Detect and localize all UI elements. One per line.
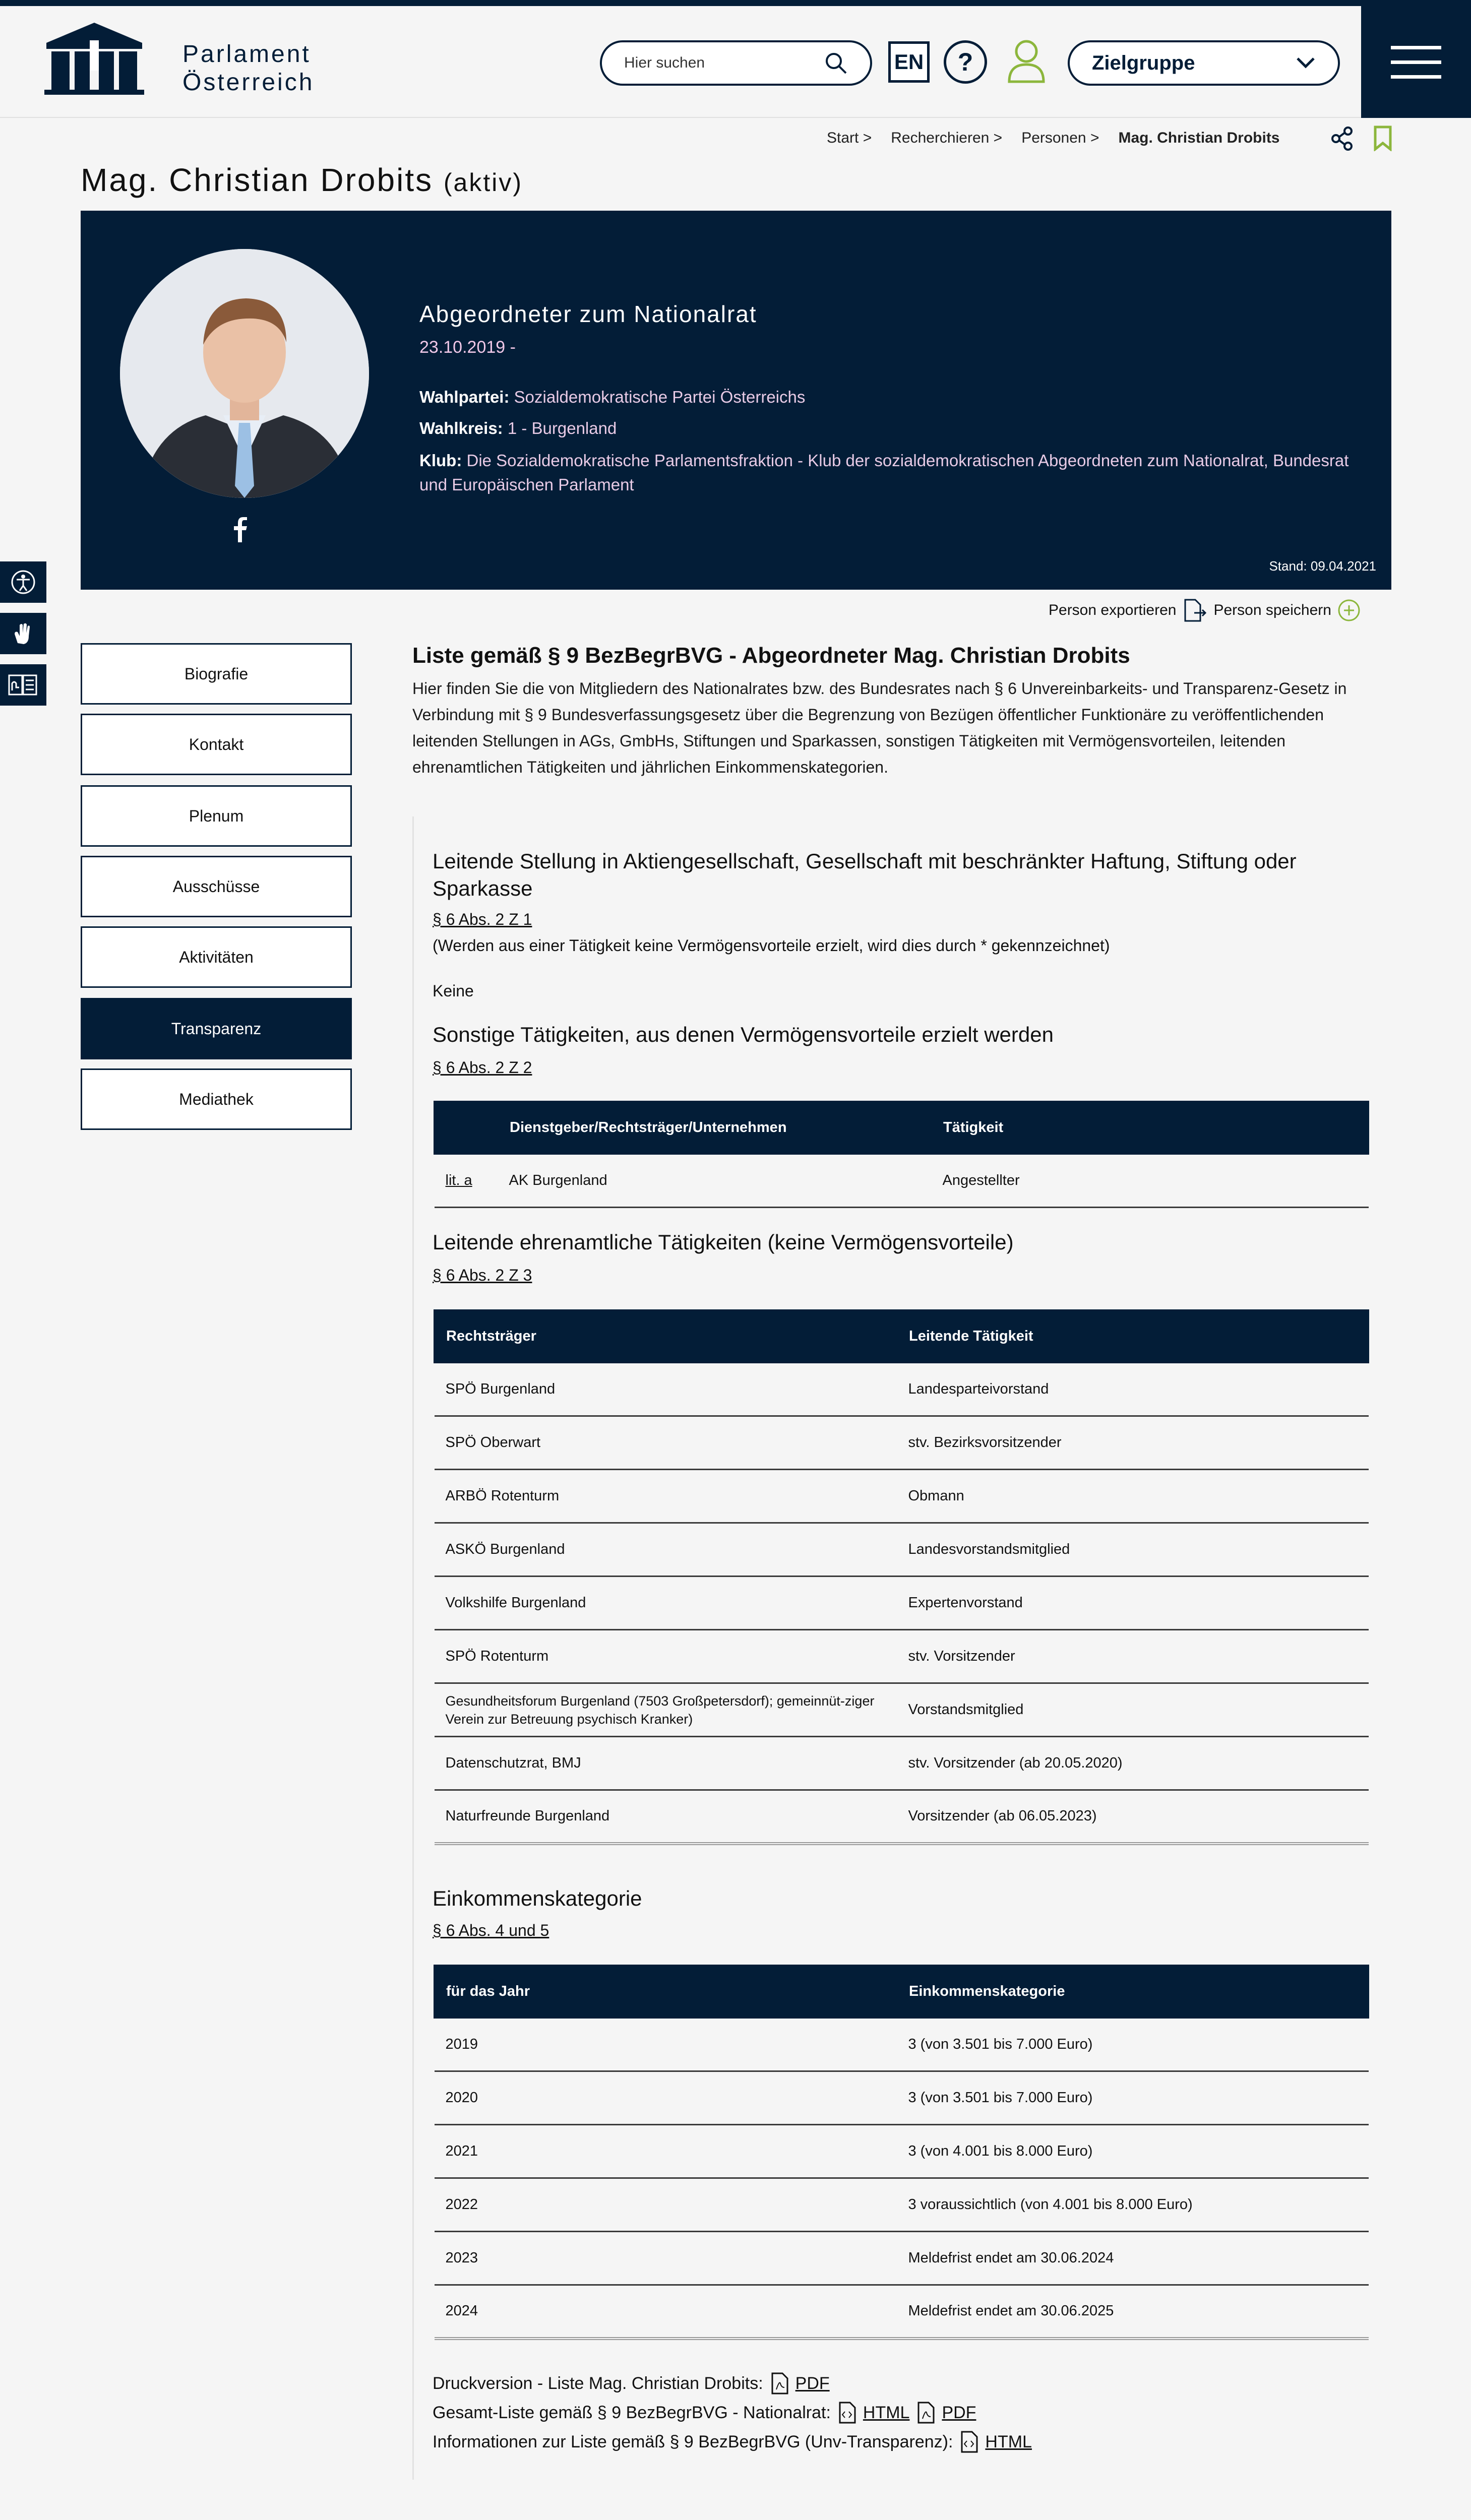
table-row <box>435 2071 1369 2125</box>
table-row <box>435 1790 1369 1844</box>
menu-icon-bar <box>1391 60 1441 64</box>
person-actions <box>1049 598 1361 623</box>
section-2-link[interactable]: § 6 Abs. 2 Z 2 <box>433 1058 532 1077</box>
user-icon[interactable] <box>1006 38 1047 84</box>
nav-mediathek[interactable]: Mediathek <box>81 1068 352 1130</box>
portrait-image <box>120 249 369 498</box>
table-cell: Volkshilfe Burgenland <box>435 1577 897 1630</box>
section-1-title: Leitende Stellung in Aktiengesellschaft, Gesellschaft mit beschränkter Haftung, Stiftung oder Sparkasse <box>433 849 1297 900</box>
table-cell: Angestellter <box>932 1154 1369 1208</box>
table-cell: Meldefrist endet am 30.06.2024 <box>897 2232 1369 2285</box>
search-input[interactable] <box>600 40 872 86</box>
export-icon[interactable] <box>1182 598 1207 623</box>
nav-kontakt[interactable]: Kontakt <box>81 714 352 775</box>
brand-line-2: Österreich <box>182 69 315 96</box>
section-3-title: Leitende ehrenamtliche Tätigkeiten (keine Vermögensvorteile) <box>433 1230 1014 1254</box>
table-row <box>435 2232 1369 2285</box>
breadcrumb-start[interactable]: Start > <box>827 130 872 146</box>
table-header-row <box>435 1310 1369 1363</box>
download-links <box>433 2369 1032 2456</box>
nav-ausschuesse[interactable]: Ausschüsse <box>81 856 352 917</box>
breadcrumb-recherchieren[interactable]: Recherchieren > <box>891 130 1003 146</box>
party-line <box>419 385 1357 409</box>
table-header: Dienstgeber/Rechtsträger/Unternehmen <box>498 1102 932 1154</box>
pdf-icon[interactable] <box>770 2372 788 2395</box>
table-row <box>435 2125 1369 2178</box>
section-4-link[interactable]: § 6 Abs. 4 und 5 <box>433 1921 549 1939</box>
section-3-link[interactable]: § 6 Abs. 2 Z 3 <box>433 1266 532 1284</box>
nav-biografie[interactable]: Biografie <box>81 643 352 705</box>
table-cell: SPÖ Oberwart <box>435 1416 897 1470</box>
breadcrumb <box>827 127 1299 149</box>
table-row <box>435 1523 1369 1577</box>
table-row <box>435 2285 1369 2339</box>
person-name: Mag. Christian Drobits <box>81 162 434 198</box>
table-cell: stv. Bezirksvorsitzender <box>897 1416 1369 1470</box>
accessibility-icon <box>11 570 36 595</box>
club-value: Die Sozialdemokratische Parlamentsfraktion - Klub der sozialdemokratischen Abgeordneten zum Nationalrat, Bundesrat und Europäischen Parlament <box>419 451 1349 494</box>
income-table <box>434 1965 1369 2340</box>
easy-language-button[interactable] <box>0 664 46 706</box>
table-cell: Datenschutzrat, BMJ <box>435 1737 897 1790</box>
menu-button[interactable] <box>1361 6 1471 118</box>
table-header-row <box>435 1966 1369 2018</box>
search-placeholder: Hier suchen <box>624 54 705 71</box>
brand-line-1: Parlament <box>182 41 311 68</box>
club-label: Klub: <box>419 451 462 470</box>
table-cell: 2022 <box>435 2178 897 2232</box>
club-line <box>419 449 1357 497</box>
table-cell: stv. Vorsitzender <box>897 1630 1369 1683</box>
table-cell: Landesparteivorstand <box>897 1363 1369 1416</box>
stand-date: Stand: 09.04.2021 <box>1269 558 1376 574</box>
party-value: Sozialdemokratische Partei Österreichs <box>514 388 806 406</box>
table-cell: ASKÖ Burgenland <box>435 1523 897 1577</box>
transparency-heading: Liste gemäß § 9 BezBegrBVG - Abgeordneter Mag. Christian Drobits <box>412 643 1130 668</box>
html-icon[interactable] <box>838 2402 856 2424</box>
total-list-row <box>433 2398 1032 2427</box>
export-label[interactable]: Person exportieren <box>1049 602 1177 618</box>
table-cell: SPÖ Burgenland <box>435 1363 897 1416</box>
table-row <box>435 2018 1369 2071</box>
share-icon[interactable] <box>1331 126 1353 151</box>
nav-plenum[interactable]: Plenum <box>81 785 352 847</box>
table-row <box>435 1154 1369 1208</box>
district-label: Wahlkreis: <box>419 419 503 437</box>
person-portrait[interactable] <box>120 249 369 498</box>
total-html-link[interactable]: HTML <box>863 2403 910 2422</box>
table-cell: 2021 <box>435 2125 897 2178</box>
audience-select-label: Zielgruppe <box>1092 51 1195 74</box>
table-cell: 3 (von 3.501 bis 7.000 Euro) <box>897 2071 1369 2125</box>
help-button[interactable]: ? <box>944 40 987 84</box>
nav-aktivitaeten[interactable]: Aktivitäten <box>81 926 352 988</box>
table-cell: 3 (von 4.001 bis 8.000 Euro) <box>897 2125 1369 2178</box>
zoom-in-icon[interactable] <box>332 463 359 490</box>
table-cell-lit[interactable]: lit. a <box>435 1154 498 1208</box>
table-header: Leitende Tätigkeit <box>897 1310 1369 1363</box>
table-header: Einkommenskategorie <box>897 1966 1369 2018</box>
content-divider <box>412 816 414 2480</box>
section-1-note: (Werden aus einer Tätigkeit keine Vermögensvorteile erzielt, wird dies durch * gekennzeichnet) <box>433 936 1110 955</box>
table-row <box>435 2178 1369 2232</box>
person-status: (aktiv) <box>443 168 523 197</box>
table-cell: 2020 <box>435 2071 897 2125</box>
menu-icon-bar <box>1391 46 1441 49</box>
nav-transparenz[interactable]: Transparenz <box>81 998 352 1059</box>
party-label: Wahlpartei: <box>419 388 510 406</box>
brand-name[interactable] <box>182 40 314 97</box>
top-stripe <box>0 0 1471 6</box>
total-pdf-link[interactable]: PDF <box>942 2403 976 2422</box>
transparency-intro: Hier finden Sie die von Mitgliedern des Nationalrates bzw. des Bundesrates nach § 6 Unvereinbarkeits- und Transparenz-Gesetz in Verbindung mit § 9 Bundesverfassungsgesetz über die Begrenzung von Bezügen öffentlicher Funktionäre zu veröffentlichenden leitenden Stellungen in AGs, GmbHs, Stiftungen und Sparkassen, sonstigen Tätigkeiten mit Vermögensvorteilen, leitenden ehrenamtlichen Tätigkeiten und jährlichen Einkommenskategorien. <box>412 679 1347 776</box>
person-role: Abgeordneter zum Nationalrat <box>419 301 757 327</box>
table-cell: 2023 <box>435 2232 897 2285</box>
sign-language-button[interactable] <box>0 613 46 654</box>
parliament-logo[interactable] <box>41 20 147 96</box>
print-pdf-link[interactable]: PDF <box>795 2374 830 2393</box>
table-cell: stv. Vorsitzender (ab 20.05.2020) <box>897 1737 1369 1790</box>
breadcrumb-current: Mag. Christian Drobits <box>1118 130 1280 146</box>
pdf-icon[interactable] <box>916 2402 935 2424</box>
section-1-link[interactable]: § 6 Abs. 2 Z 1 <box>433 910 532 928</box>
info-row <box>433 2427 1032 2456</box>
table-header: für das Jahr <box>435 1966 897 2018</box>
table-cell: Landesvorstandsmitglied <box>897 1523 1369 1577</box>
search-icon[interactable] <box>824 51 848 75</box>
table-header: Tätigkeit <box>932 1102 1369 1154</box>
total-list-label: Gesamt-Liste gemäß § 9 BezBegrBVG - Nationalrat: <box>433 2403 831 2422</box>
section-4-title: Einkommenskategorie <box>433 1886 642 1910</box>
language-button[interactable]: EN <box>888 41 930 83</box>
table-header <box>435 1102 498 1154</box>
accessibility-button[interactable] <box>0 561 46 603</box>
table-cell: Vorsitzender (ab 06.05.2023) <box>897 1790 1369 1844</box>
section-2-title: Sonstige Tätigkeiten, aus denen Vermögensvorteile erzielt werden <box>433 1023 1054 1046</box>
table-cell: Naturfreunde Burgenland <box>435 1790 897 1844</box>
honorary-table <box>434 1309 1369 1845</box>
section-1-value: Keine <box>433 982 474 1000</box>
breadcrumb-personen[interactable]: Personen > <box>1021 130 1099 146</box>
table-row <box>435 1630 1369 1683</box>
table-header: Rechtsträger <box>435 1310 897 1363</box>
table-row <box>435 1363 1369 1416</box>
audience-select[interactable] <box>1068 40 1340 86</box>
table-row <box>435 1470 1369 1523</box>
table-row <box>435 1416 1369 1470</box>
hand-icon <box>11 621 36 646</box>
print-version-row <box>433 2369 1032 2398</box>
table-cell: AK Burgenland <box>498 1154 932 1208</box>
table-cell: 3 voraussichtlich (von 4.001 bis 8.000 Euro) <box>897 2178 1369 2232</box>
district-value: 1 - Burgenland <box>507 419 617 437</box>
table-cell: ARBÖ Rotenturm <box>435 1470 897 1523</box>
table-row <box>435 1683 1369 1737</box>
info-label: Informationen zur Liste gemäß § 9 BezBegrBVG (Unv-Transparenz): <box>433 2432 953 2451</box>
table-header-row <box>435 1102 1369 1154</box>
table-cell: 3 (von 3.501 bis 7.000 Euro) <box>897 2018 1369 2071</box>
table-cell: SPÖ Rotenturm <box>435 1630 897 1683</box>
table-cell: Meldefrist endet am 30.06.2025 <box>897 2285 1369 2339</box>
html-icon[interactable] <box>960 2431 978 2453</box>
page-title <box>81 161 523 199</box>
bookmark-icon[interactable] <box>1373 125 1392 151</box>
activities-table <box>434 1101 1369 1208</box>
chevron-down-icon <box>1296 56 1316 70</box>
menu-icon-bar <box>1391 75 1441 79</box>
save-label[interactable]: Person speichern <box>1213 602 1331 618</box>
print-version-label: Druckversion - Liste Mag. Christian Drobits: <box>433 2374 763 2393</box>
table-row <box>435 1577 1369 1630</box>
table-cell: Obmann <box>897 1470 1369 1523</box>
table-cell: 2024 <box>435 2285 897 2339</box>
table-cell: Gesundheitsforum Burgenland (7503 Großpetersdorf); gemeinnüt-ziger Verein zur Betreuung psychisch Kranker) <box>435 1683 897 1737</box>
district-line <box>419 416 1357 440</box>
table-cell: Vorstandsmitglied <box>897 1683 1369 1737</box>
person-since: 23.10.2019 - <box>419 338 516 357</box>
add-circle-icon[interactable] <box>1337 599 1361 622</box>
facebook-icon[interactable] <box>232 517 250 542</box>
table-cell: Expertenvorstand <box>897 1577 1369 1630</box>
table-cell: 2019 <box>435 2018 897 2071</box>
table-row <box>435 1737 1369 1790</box>
easy-reading-icon <box>8 672 38 698</box>
info-html-link[interactable]: HTML <box>985 2432 1032 2451</box>
